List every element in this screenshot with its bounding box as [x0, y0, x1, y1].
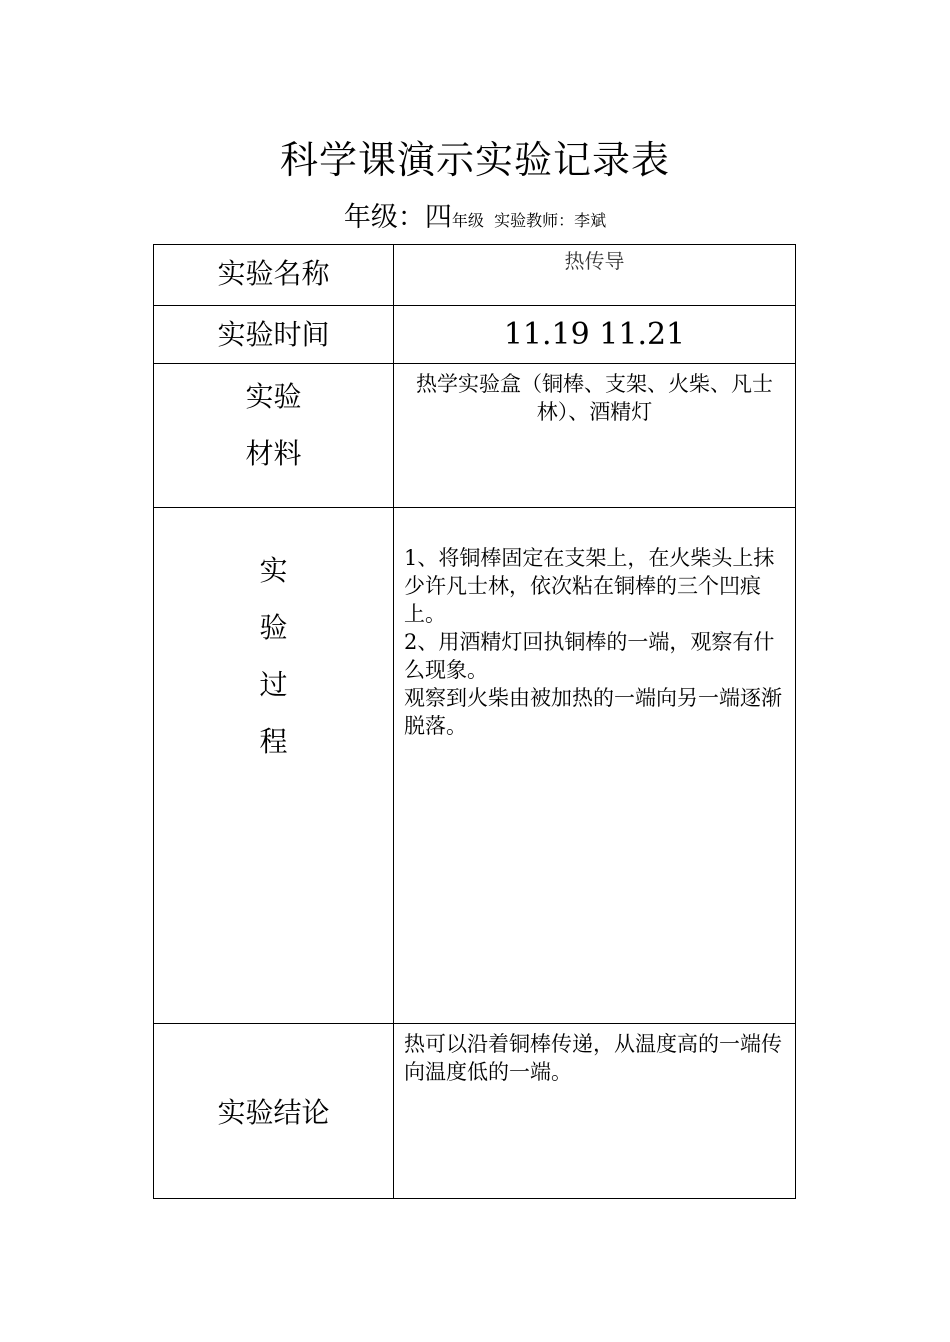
experiment-name-value: 热传导: [394, 245, 796, 306]
experiment-conclusion-value: 热可以沿着铜棒传递，从温度高的一端传向温度低的一端。: [394, 1024, 796, 1199]
process-label-char: 实: [259, 554, 288, 587]
table-row-time: [154, 306, 796, 364]
table-row-name: [154, 245, 796, 306]
experiment-process-label: [154, 508, 394, 1024]
experiment-materials-label: [154, 364, 394, 508]
process-step: 1、将铜棒固定在支架上，在火柴头上抹少许凡士林，依次粘在铜棒的三个凹痕上。: [404, 546, 775, 626]
teacher-label: 实验教师：: [494, 211, 575, 230]
grade-value: 四: [424, 202, 452, 233]
experiment-process-value: [394, 508, 796, 1024]
table-row-materials: [154, 364, 796, 508]
table-row-process: [154, 508, 796, 1024]
process-label-char: 程: [259, 725, 288, 758]
teacher-name: 李斌: [574, 211, 607, 230]
experiment-conclusion-label: 实验结论: [154, 1024, 394, 1199]
experiment-name-label: 实验名称: [154, 245, 394, 306]
materials-label-line: 材料: [245, 437, 302, 470]
process-step: 2、用酒精灯回执铜棒的一端，观察有什么现象。: [404, 630, 775, 682]
page-title: 科学课演示实验记录表: [279, 138, 670, 182]
process-step: 观察到火柴由被加热的一端向另一端逐渐脱落。: [404, 686, 782, 738]
process-label-char: 验: [259, 611, 288, 644]
experiment-materials-value: 热学实验盒（铜棒、支架、火柴、凡士林）、酒精灯: [394, 364, 796, 508]
experiment-time-value: 11.19 11.21: [394, 306, 796, 364]
subtitle-line: [0, 198, 950, 241]
materials-label-line: 实验: [245, 380, 302, 413]
experiment-record-table: [153, 244, 796, 1199]
grade-label: 年级：: [343, 202, 425, 233]
process-label-char: 过: [259, 668, 288, 701]
experiment-time-label: 实验时间: [154, 306, 394, 364]
grade-suffix: 年级: [451, 211, 484, 230]
table-row-conclusion: [154, 1024, 796, 1199]
